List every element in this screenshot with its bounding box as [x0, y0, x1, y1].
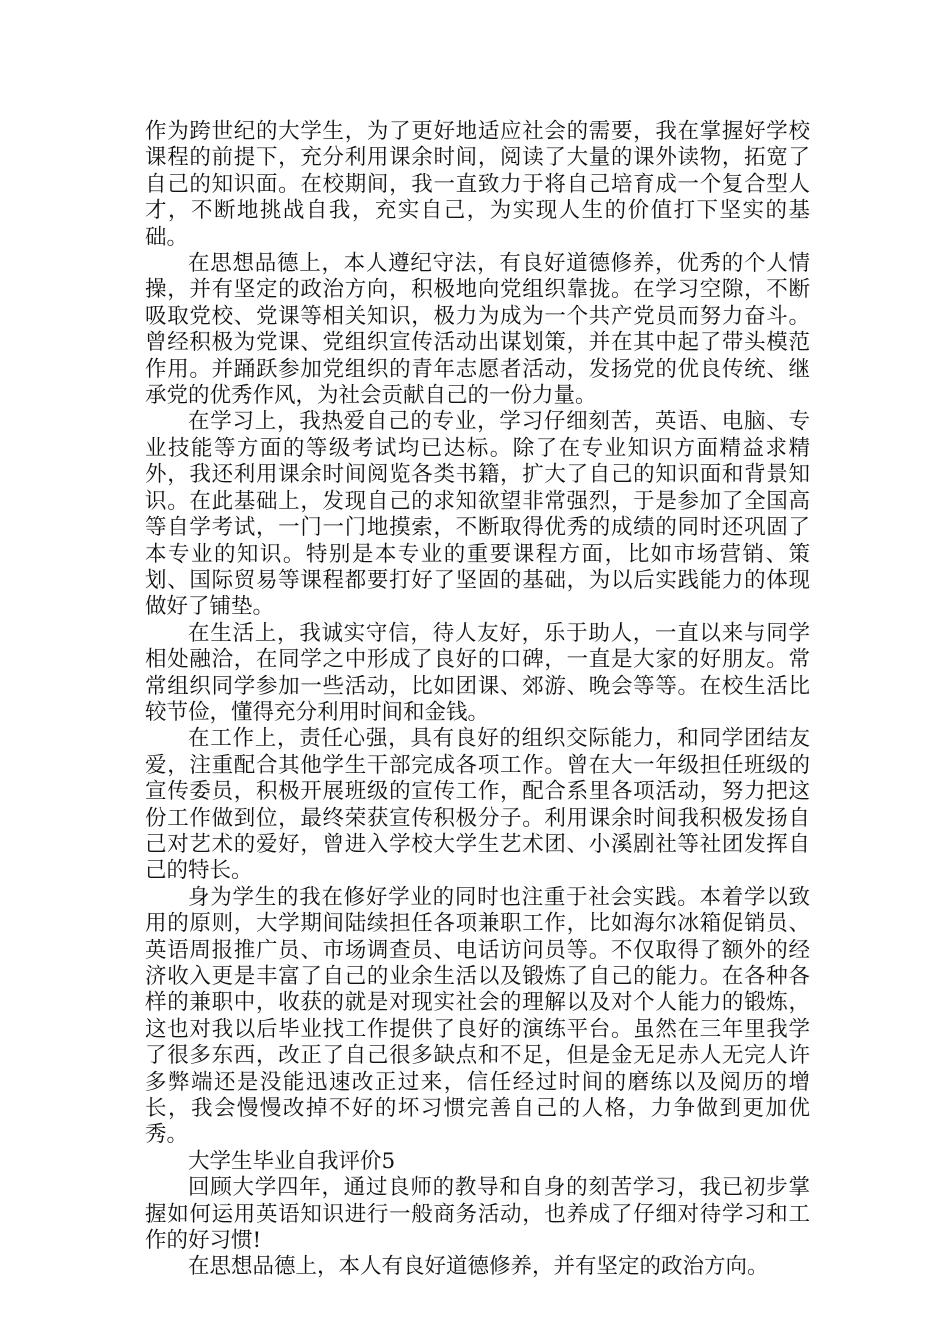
- section-heading: 大学生毕业自我评价5: [188, 1148, 396, 1174]
- paragraph-life: 在生活上，我诚实守信，待人友好，乐于助人，一直以来与同学相处融洽，在同学之中形成了良好的口碑，一直是大家的好朋友。常常组织同学参加一些活动，比如团课、郊游、晚会等等。在校生活比较节俭，懂得充分利用时间和金钱。: [145, 620, 810, 725]
- paragraph-intro: 作为跨世纪的大学生，为了更好地适应社会的需要，我在掌握好学校课程的前提下，充分利用课余时间，阅读了大量的课外读物，拓宽了自己的知识面。在校期间，我一直致力于将自己培育成一个复合型人才，不断地挑战自我，充实自己，为实现人生的价值打下坚实的基础。: [145, 119, 810, 250]
- paragraph-moral: 在思想品德上，本人有良好道德修养，并有坚定的政治方向。: [188, 1254, 769, 1280]
- paragraph-study: 在学习上，我热爱自己的专业，学习仔细刻苦，英语、电脑、专业技能等方面的等级考试均已达标。除了在专业知识方面精益求精外，我还利用课余时间阅览各类书籍，扩大了自己的知识面和背景知识。在此基础上，发现自己的求知欲望非常强烈，于是参加了全国高等自学考试，一门一门地摸索，不断取得优秀的成绩的同时还巩固了本专业的知识。特别是本专业的重要课程方面，比如市场营销、策划、国际贸易等课程都要打好了坚固的基础，为以后实践能力的体现做好了铺垫。: [145, 409, 810, 620]
- paragraph-ideology: 在思想品德上，本人遵纪守法，有良好道德修养，优秀的个人情操，并有坚定的政治方向，积极地向党组织靠拢。在学习空隙，不断吸取党校、党课等相关知识，极力为成为一个共产党员而努力奋斗。曾经积极为党课、党组织宣传活动出谋划策，并在其中起了带头模范作用。并踊跃参加党组织的青年志愿者活动，发扬党的优良传统、继承党的优秀作风，为社会贡献自己的一份力量。: [145, 251, 810, 409]
- paragraph-practice: 身为学生的我在修好学业的同时也注重于社会实践。本着学以致用的原则，大学期间陆续担任各项兼职工作，比如海尔冰箱促销员、英语周报推广员、市场调查员、电话访问员等。不仅取得了额外的经济收入更是丰富了自己的业余生活以及锻炼了自己的能力。在各种各样的兼职中，收获的就是对现实社会的理解以及对个人能力的锻炼，这也对我以后毕业找工作提供了良好的演练平台。虽然在三年里我学了很多东西，改正了自己很多缺点和不足，但是金无足赤人无完人许多弊端还是没能迅速改正过来，信任经过时间的磨练以及阅历的增长，我会慢慢改掉不好的坏习惯完善自己的人格，力争做到更加优秀。: [145, 884, 810, 1148]
- paragraph-review: 回顾大学四年，通过良师的教导和自身的刻苦学习，我已初步掌握如何运用英语知识进行一般商务活动，也养成了仔细对待学习和工作的好习惯!: [145, 1175, 810, 1254]
- document-page: [145, 119, 810, 1281]
- paragraph-work: 在工作上，责任心强，具有良好的组织交际能力，和同学团结友爱，注重配合其他学生干部完成各项工作。曾在大一年级担任班级的宣传委员，积极开展班级的宣传工作，配合系里各项活动，努力把这份工作做到位，最终荣获宣传积极分子。利用课余时间我积极发扬自己对艺术的爱好，曾进入学校大学生艺术团、小溪剧社等社团发挥自己的特长。: [145, 726, 810, 884]
